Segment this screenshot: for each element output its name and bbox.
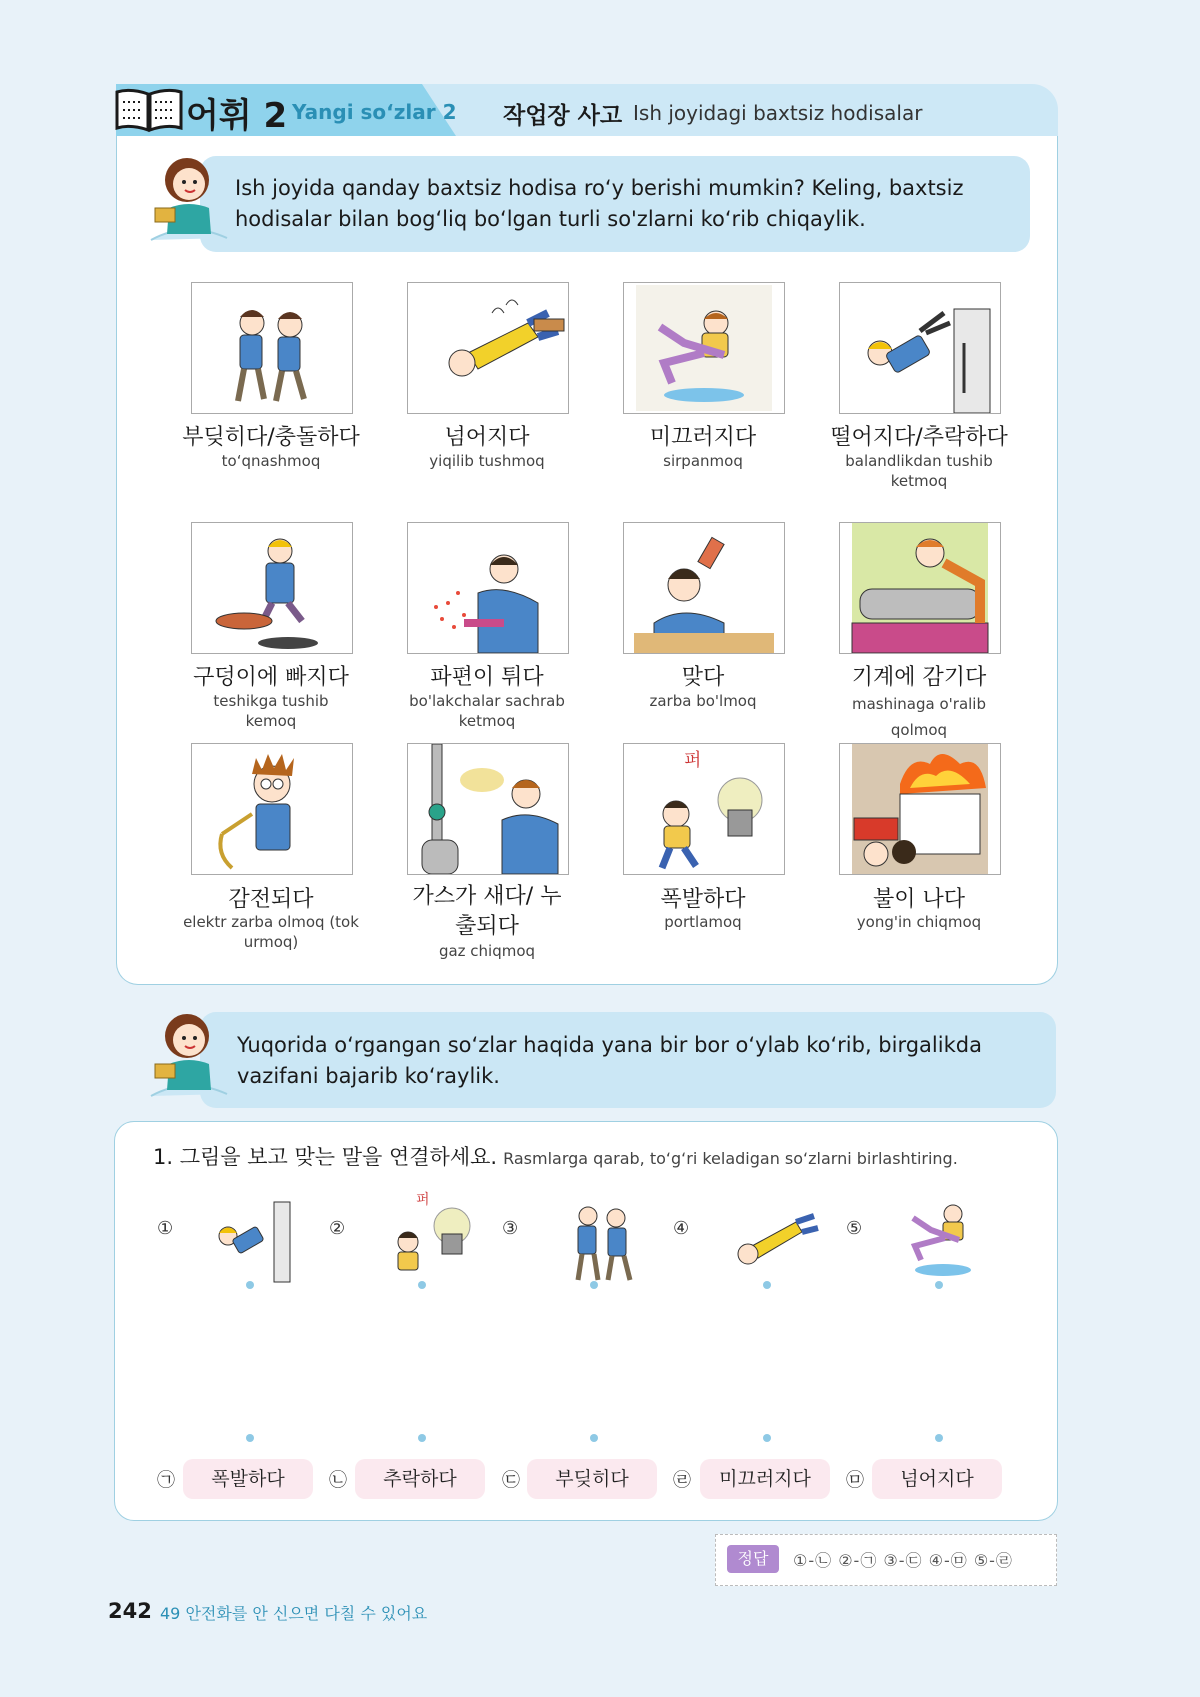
vocab-kr: 구덩이에 빠지다 <box>193 665 349 690</box>
exercise-title-uzbek: Rasmlarga qarab, to‘g‘ri keladigan so‘zlarni birlashtiring. <box>503 1149 958 1168</box>
connect-dot-bottom[interactable] <box>935 1434 943 1442</box>
connect-dot-top[interactable] <box>935 1281 943 1289</box>
vocab-image-fire <box>839 743 1001 875</box>
exercise-number: ④ <box>673 1218 690 1239</box>
intro-text-2: Yuqorida o‘rgangan so‘zlar haqida yana bir bor o‘ylab ko‘rib, birgalikda vazifani bajarib ko‘raylik. <box>237 1033 982 1088</box>
vocab-uz: portlamoq <box>664 913 742 931</box>
vocab-kr: 부딪히다/충돌하다 <box>182 425 360 450</box>
exercise-title <box>153 1141 958 1171</box>
vocab-image-collide <box>191 282 353 414</box>
vocab-kr: 맞다 <box>681 665 725 690</box>
page-title-korean: 작업장 사고 <box>503 103 623 129</box>
vocab-image-slip <box>623 282 785 414</box>
exercise-image-fall-down <box>722 1196 822 1286</box>
exercise-image-fall-from-height <box>210 1196 310 1286</box>
section-number: 어휘 2 <box>186 96 288 136</box>
vocab-kr: 기계에 감기다 <box>851 665 987 690</box>
vocab-uz: to‘qnashmoq <box>221 452 321 470</box>
exercise-number: ⑤ <box>846 1218 863 1239</box>
vocab-kr: 미끄러지다 <box>649 425 757 450</box>
chapter-title: 49 안전화를 안 신으면 다칠 수 있어요 <box>160 1604 428 1623</box>
vocab-uz: mashinaga o'ralib qolmoq <box>852 695 986 739</box>
vocab-uz: sirpanmoq <box>663 452 743 470</box>
connect-dot-bottom[interactable] <box>246 1434 254 1442</box>
connect-dot-bottom[interactable] <box>418 1434 426 1442</box>
option-letter: ㉡ <box>329 1470 347 1491</box>
exercise-number: ③ <box>502 1218 519 1239</box>
option-box[interactable]: 넘어지다 <box>872 1459 1002 1499</box>
vocab-kr: 넘어지다 <box>444 425 530 450</box>
teacher-icon <box>147 1006 231 1102</box>
exercise-image-collide <box>552 1196 652 1286</box>
book-icon <box>113 86 185 134</box>
vocab-uz: yong'in chiqmoq <box>856 913 982 931</box>
vocab-image-hit <box>623 522 785 654</box>
vocab-image-fall-in-hole <box>191 522 353 654</box>
exercise-number: ① <box>157 1218 174 1239</box>
connect-dot-top[interactable] <box>590 1281 598 1289</box>
vocab-uz: bo'lakchalar sachrab ketmoq <box>409 692 565 730</box>
option-box[interactable]: 폭발하다 <box>183 1459 313 1499</box>
connect-dot-top[interactable] <box>246 1281 254 1289</box>
connect-dot-bottom[interactable] <box>763 1434 771 1442</box>
vocab-kr: 가스가 새다/ 누출되다 <box>412 884 562 939</box>
page-title-uzbek: Ish joyidagi baxtsiz hodisalar <box>633 101 923 125</box>
vocab-kr: 떨어지다/추락하다 <box>830 425 1008 450</box>
vocab-kr: 파편이 튀다 <box>430 665 544 690</box>
exercise-title-korean: 1. 그림을 보고 맞는 말을 연결하세요. <box>153 1145 498 1169</box>
vocab-image-fall-down <box>407 282 569 414</box>
vocab-kr: 폭발하다 <box>660 887 746 912</box>
option-box[interactable]: 미끄러지다 <box>700 1459 830 1499</box>
option-letter: ㉠ <box>157 1470 175 1491</box>
connect-dot-bottom[interactable] <box>590 1434 598 1442</box>
vocab-image-sparks <box>407 522 569 654</box>
vocab-image-electric-shock <box>191 743 353 875</box>
vocab-image-fall-from-height <box>839 282 1001 414</box>
vocab-uz: balandlikdan tushib ketmoq <box>845 452 993 490</box>
teacher-icon <box>147 150 231 246</box>
vocab-image-explosion <box>623 743 785 875</box>
connect-dot-top[interactable] <box>418 1281 426 1289</box>
option-letter: ㉢ <box>502 1470 520 1491</box>
section-subtitle: Yangi so‘zlar 2 <box>292 100 457 124</box>
connect-dot-top[interactable] <box>763 1281 771 1289</box>
vocab-image-gas-leak <box>407 743 569 875</box>
vocab-uz: zarba bo'lmoq <box>649 692 757 710</box>
vocab-kr: 감전되다 <box>228 887 314 912</box>
answer-key-text: ①-㉡ ②-㉠ ③-㉢ ④-㉤ ⑤-㉣ <box>793 1551 1013 1570</box>
exercise-number: ② <box>329 1218 346 1239</box>
vocab-kr: 불이 나다 <box>872 887 965 912</box>
option-box[interactable]: 부딪히다 <box>527 1459 657 1499</box>
intro-text-1: Ish joyida qanday baxtsiz hodisa ro‘y berishi mumkin? Keling, baxtsiz hodisalar bilan bog‘liq bo‘lgan turli so'zlarni ko‘rib chiqaylik. <box>235 176 964 231</box>
svg-text:퍼: 퍼 <box>416 1192 430 1208</box>
answer-key-label: 정답 <box>727 1545 779 1573</box>
exercise-image-slip <box>895 1192 995 1286</box>
svg-text:퍼: 퍼 <box>684 750 702 771</box>
option-box[interactable]: 추락하다 <box>355 1459 485 1499</box>
option-letter: ㉤ <box>846 1470 864 1491</box>
page-number: 242 <box>108 1599 152 1623</box>
vocab-uz: gaz chiqmoq <box>438 942 536 960</box>
vocab-uz: teshikga tushib kemoq <box>213 692 329 730</box>
vocab-uz: yiqilib tushmoq <box>429 452 545 470</box>
vocab-image-machine <box>839 522 1001 654</box>
vocab-uz: elektr zarba olmoq (tok urmoq) <box>183 913 359 951</box>
option-letter: ㉣ <box>673 1470 691 1491</box>
exercise-image-explosion <box>380 1186 480 1286</box>
